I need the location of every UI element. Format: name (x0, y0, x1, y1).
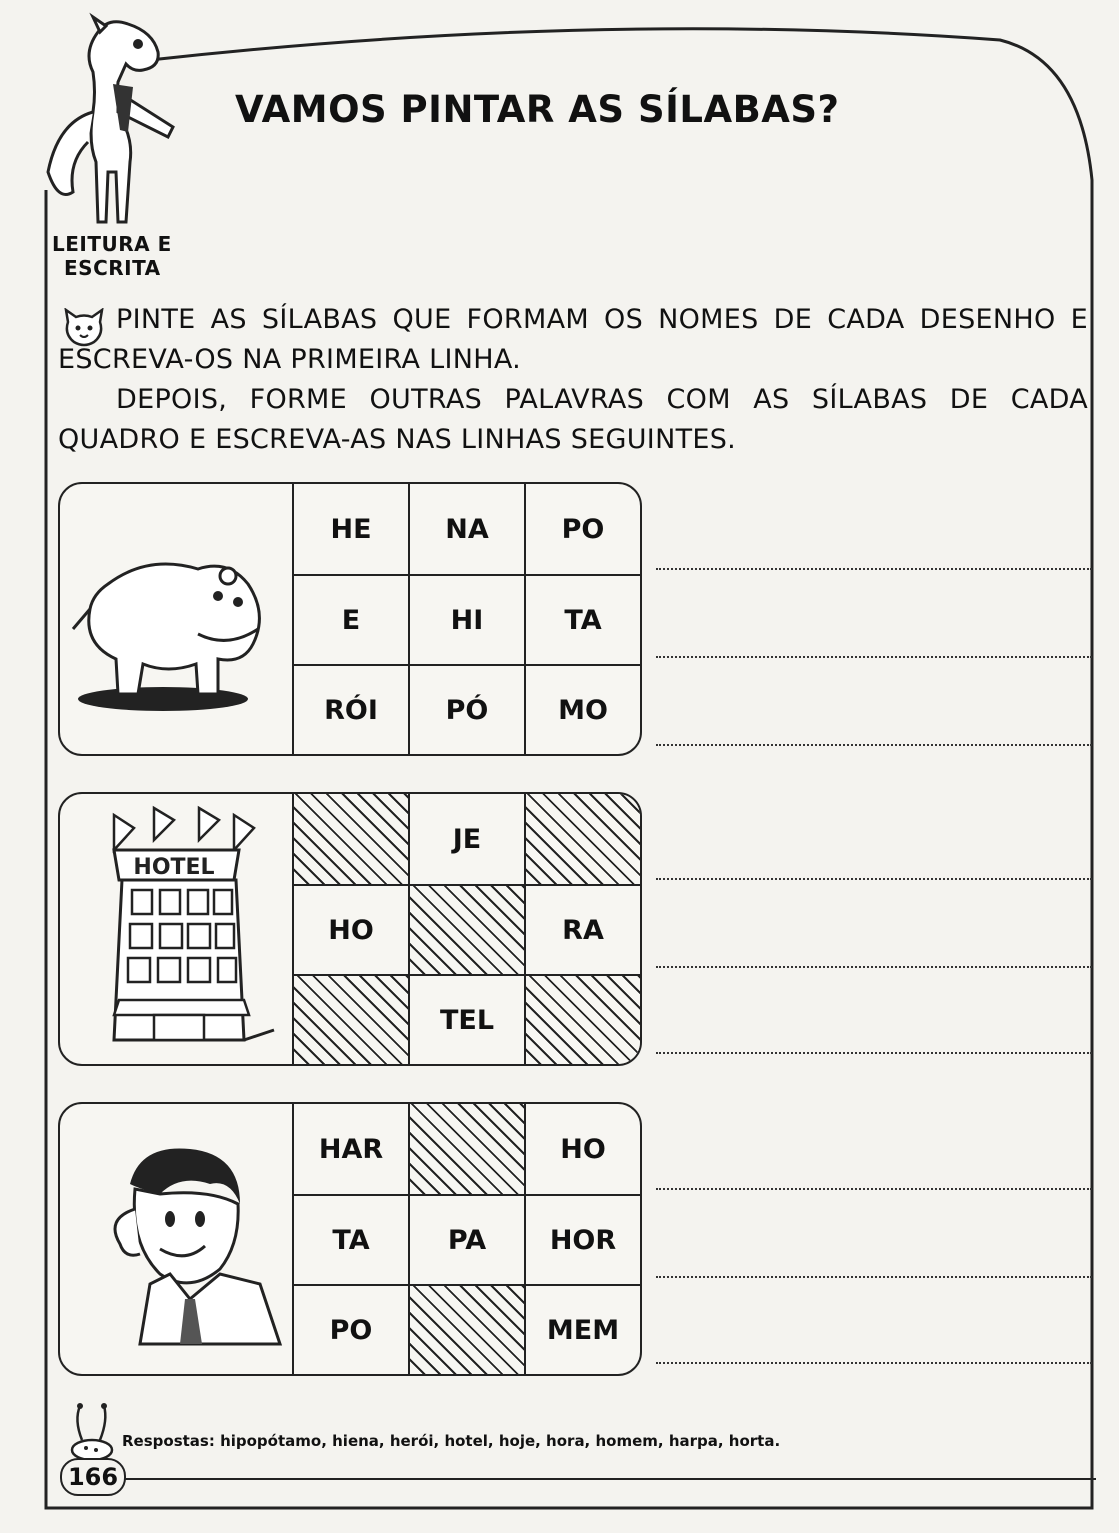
answer-line[interactable] (656, 656, 1092, 658)
instructions (58, 300, 1088, 460)
syllable-cell[interactable]: PÓ (408, 664, 524, 754)
answer-line[interactable] (656, 1188, 1092, 1190)
syllable-cell[interactable]: TA (524, 574, 640, 664)
answer-line[interactable] (656, 1362, 1092, 1364)
instruction-2: DEPOIS, FORME OUTRAS PALAVRAS COM AS SÍLABAS DE CADA QUADRO E ESCREVA-AS NAS LINHAS SEGUINTES. (58, 384, 1088, 455)
instruction-1: PINTE AS SÍLABAS QUE FORMAM OS NOMES DE CADA DESENHO E ESCREVA-OS NA PRIMEIRA LINHA. (58, 304, 1088, 375)
syllable-grid-1 (292, 484, 640, 754)
syllable-box-2 (58, 792, 642, 1066)
syllable-cell-hatched (408, 1284, 524, 1374)
syllable-cell[interactable]: MO (524, 664, 640, 754)
hotel-icon (74, 800, 284, 1060)
syllable-cell-hatched (408, 1104, 524, 1194)
hippo-icon (68, 524, 278, 724)
answer-line[interactable] (656, 878, 1092, 880)
section-label: LEITURA E ESCRITA (52, 232, 172, 280)
syllable-cell[interactable]: RA (524, 884, 640, 974)
syllable-cell[interactable]: HOR (524, 1194, 640, 1284)
syllable-cell[interactable]: JE (408, 794, 524, 884)
page-title: VAMOS PINTAR AS SÍLABAS? (235, 88, 840, 131)
answer-line[interactable] (656, 1052, 1092, 1054)
syllable-cell[interactable]: TA (292, 1194, 408, 1284)
syllable-cell[interactable]: HAR (292, 1104, 408, 1194)
syllable-cell[interactable]: PA (408, 1194, 524, 1284)
svg-text:HOTEL: HOTEL (133, 855, 215, 880)
answers-text: Respostas: hipopótamo, hiena, herói, hotel, hoje, hora, homem, harpa, horta. (122, 1432, 781, 1450)
answer-line[interactable] (656, 966, 1092, 968)
syllable-cell[interactable]: TEL (408, 974, 524, 1064)
syllable-cell[interactable]: RÓI (292, 664, 408, 754)
syllable-grid-3 (292, 1104, 640, 1374)
answer-line[interactable] (656, 568, 1092, 570)
answer-line[interactable] (656, 744, 1092, 746)
syllable-grid-2 (292, 794, 640, 1064)
syllable-cell[interactable]: HO (524, 1104, 640, 1194)
syllable-cell[interactable]: HI (408, 574, 524, 664)
answer-line[interactable] (656, 1276, 1092, 1278)
divider (122, 1478, 1096, 1480)
syllable-cell-hatched (292, 974, 408, 1064)
syllable-cell-hatched (524, 794, 640, 884)
syllable-box-3 (58, 1102, 642, 1376)
syllable-box-1 (58, 482, 642, 756)
syllable-cell[interactable]: PO (524, 484, 640, 574)
man-icon (90, 1134, 290, 1364)
syllable-cell[interactable]: HE (292, 484, 408, 574)
syllable-cell-hatched (524, 974, 640, 1064)
horse-mascot-icon (38, 12, 188, 232)
syllable-cell-hatched (292, 794, 408, 884)
syllable-cell[interactable]: MEM (524, 1284, 640, 1374)
page-number: 166 (60, 1458, 126, 1496)
bug-mascot-icon (60, 1400, 124, 1460)
syllable-cell-hatched (408, 884, 524, 974)
syllable-cell[interactable]: E (292, 574, 408, 664)
syllable-cell[interactable]: NA (408, 484, 524, 574)
syllable-cell[interactable]: HO (292, 884, 408, 974)
syllable-cell[interactable]: PO (292, 1284, 408, 1374)
